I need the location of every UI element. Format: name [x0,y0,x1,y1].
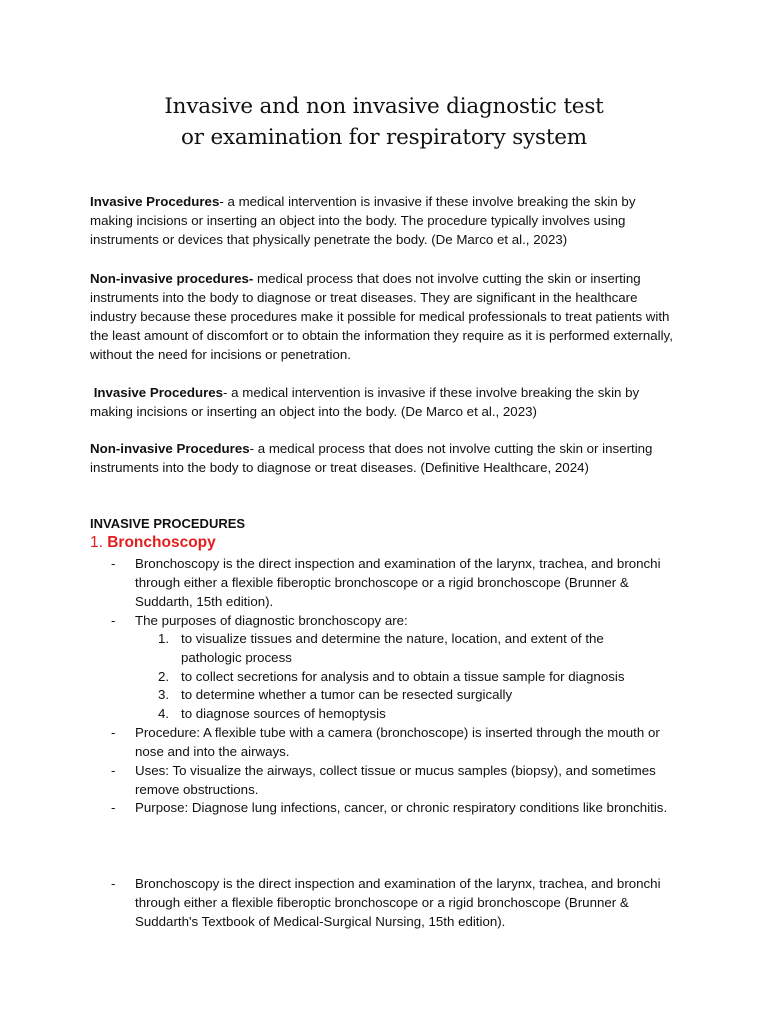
document-title [90,91,678,153]
term-label: Invasive Procedures [90,194,220,209]
item-number: 4. [158,706,170,721]
section-heading: INVASIVE PROCEDURES [90,516,246,531]
subsection-number: 1. [90,534,108,551]
term-label: Non-invasive procedures- [90,271,254,286]
list-item [90,761,690,799]
list-item-text: Bronchoscopy is the direct inspection and examination of the larynx, trachea, and bronchi through either a flexible fiberoptic bronchoscope or a rigid bronchoscope (Brunner & Suddarth's Textbook of Medical-Surgical Nursing, 15th edition). [135,876,661,929]
list-item-text: Procedure: A flexible tube with a camera (bronchoscope) is inserted through the mouth or nose and into the airways. [135,725,660,759]
list-item [90,874,690,931]
paragraph-noninvasive-short [90,439,680,477]
paragraph-text: - a medical process that does not involve cutting the skin or inserting instruments into the body to diagnose or treat diseases. (Definitive Healthcare, 2024) [90,441,653,475]
list-item [90,554,690,611]
paragraph-text: - a medical intervention is invasive if these involve breaking the skin by making incisions or inserting an object into the body. The procedure typically involves using instruments or devices that physically penetrate the body. (De Marco et al., 2023) [90,194,636,247]
title-line-1: Invasive and non invasive diagnostic test [164,94,604,119]
dash-marker: - [111,556,116,571]
item-number: 3. [158,687,170,702]
numbered-item [90,704,690,723]
list-item-text: The purposes of diagnostic bronchoscopy are: [135,613,408,628]
list-item-text: Purpose: Diagnose lung infections, cancer, or chronic respiratory conditions like bronchitis. [135,800,668,815]
term-label: Invasive Procedures [90,385,224,400]
subsection-heading [90,533,216,553]
list-item [90,723,690,761]
numbered-item [90,629,690,667]
list-item-text: Bronchoscopy is the direct inspection and examination of the larynx, trachea, and bronchi through either a flexible fiberoptic bronchoscope or a rigid bronchoscope (Brunner & Suddarth, 15th edition). [135,556,661,609]
dash-marker: - [111,876,116,891]
paragraph-invasive-short [90,383,680,421]
paragraph-text: - a medical intervention is invasive if these involve breaking the skin by making incisions or inserting an object into the body. (De Marco et al., 2023) [90,385,640,419]
item-text: to determine whether a tumor can be resected surgically [181,687,513,702]
paragraph-text: medical process that does not involve cutting the skin or inserting instruments into the body to diagnose or treat diseases. They are significant in the healthcare industry because these procedures make it possible for medical professionals to treat patients with the least amount of discomfort or to obtain the information they require as it is performed externally, without the need for incisions or penetration. [90,271,673,362]
paragraph-noninvasive-definition [90,269,680,364]
list-item-text: Uses: To visualize the airways, collect tissue or mucus samples (biopsy), and sometimes remove obstructions. [135,763,656,797]
numbered-item [90,685,690,704]
list-item [90,798,690,836]
dash-marker: - [111,613,116,628]
subsection-title: Bronchoscopy [107,534,216,551]
dash-marker: - [111,763,116,778]
item-text: to visualize tissues and determine the nature, location, and extent of the pathologic process [181,631,604,665]
title-line-2: or examination for respiratory system [181,125,587,150]
item-text: to collect secretions for analysis and to obtain a tissue sample for diagnosis [181,669,625,684]
item-text: to diagnose sources of hemoptysis [181,706,386,721]
term-label: Non-invasive Procedures [90,441,250,456]
dash-marker: - [111,725,116,740]
paragraph-invasive-definition [90,192,680,249]
dash-marker: - [111,800,116,815]
item-number: 2. [158,669,170,684]
numbered-item [90,667,690,686]
list-item [90,611,690,630]
item-number: 1. [158,631,170,646]
